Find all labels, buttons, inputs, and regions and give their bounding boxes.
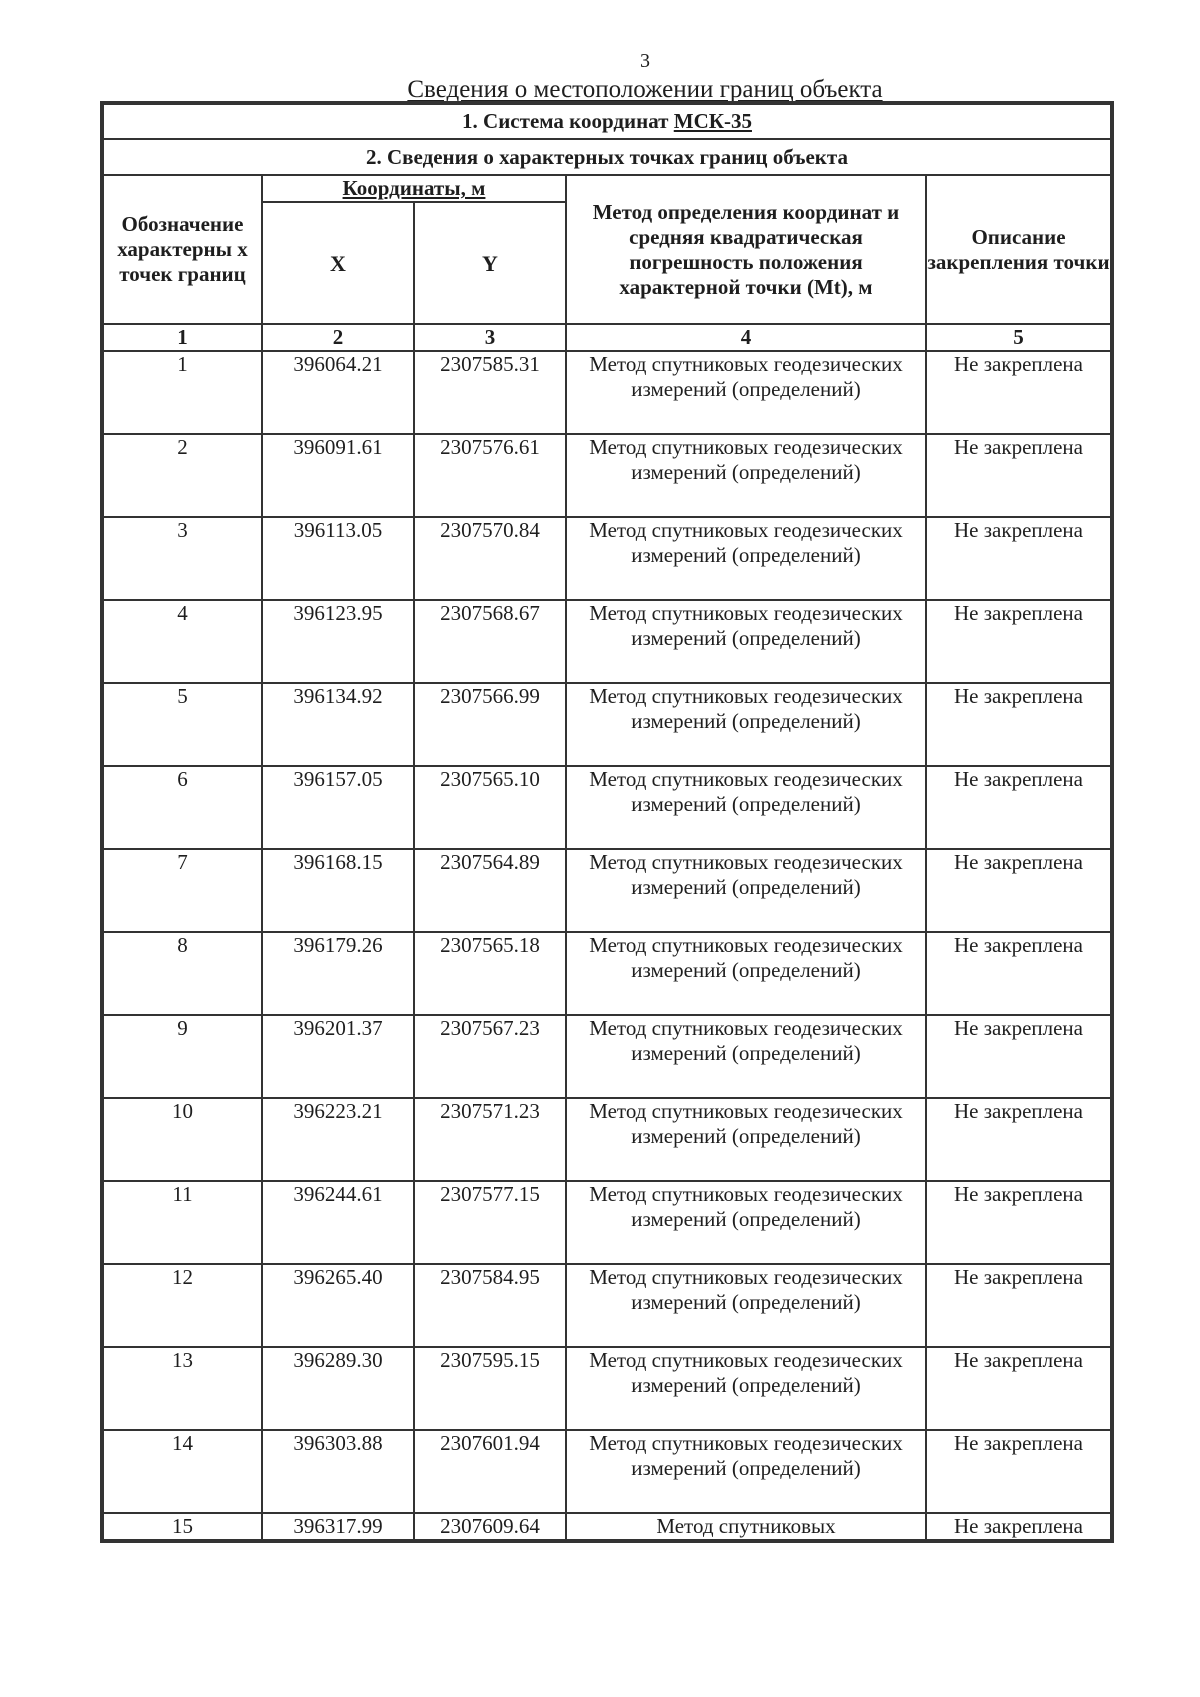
- section-coordinate-system-row: [102, 103, 1112, 139]
- coordinate-system-prefix: 1. Система координат: [462, 109, 674, 133]
- point-number: 9: [102, 1015, 262, 1098]
- method-cell: Метод спутниковых геодезических измерений (определений): [566, 1015, 926, 1098]
- coord-x: 396123.95: [262, 600, 414, 683]
- point-number: 13: [102, 1347, 262, 1430]
- point-number: 1: [102, 351, 262, 434]
- description-cell: Не закреплена: [926, 1264, 1112, 1347]
- column-number: 1: [102, 324, 262, 351]
- header-x: X: [262, 202, 414, 324]
- description-cell: Не закреплена: [926, 1015, 1112, 1098]
- coord-x: 396317.99: [262, 1513, 414, 1541]
- coord-y: 2307566.99: [414, 683, 566, 766]
- table-row: [102, 766, 1112, 849]
- coord-x: 396157.05: [262, 766, 414, 849]
- column-number: 4: [566, 324, 926, 351]
- table-row: [102, 434, 1112, 517]
- table-row: [102, 1015, 1112, 1098]
- method-cell: Метод спутниковых геодезических измерений (определений): [566, 849, 926, 932]
- point-number: 2: [102, 434, 262, 517]
- description-cell: Не закреплена: [926, 517, 1112, 600]
- description-cell: Не закреплена: [926, 351, 1112, 434]
- coord-x: 396168.15: [262, 849, 414, 932]
- header-row-top: [102, 175, 1112, 202]
- coord-y: 2307577.15: [414, 1181, 566, 1264]
- coord-y: 2307595.15: [414, 1347, 566, 1430]
- description-cell: Не закреплена: [926, 1098, 1112, 1181]
- coord-y: 2307609.64: [414, 1513, 566, 1541]
- table-row: [102, 932, 1112, 1015]
- method-cell: Метод спутниковых геодезических измерений (определений): [566, 683, 926, 766]
- description-cell: Не закреплена: [926, 600, 1112, 683]
- method-cell: Метод спутниковых геодезических измерений (определений): [566, 932, 926, 1015]
- method-cell: Метод спутниковых геодезических измерений (определений): [566, 517, 926, 600]
- table-row: [102, 351, 1112, 434]
- point-number: 8: [102, 932, 262, 1015]
- description-cell: Не закреплена: [926, 766, 1112, 849]
- description-cell: Не закреплена: [926, 1347, 1112, 1430]
- column-number-row: [102, 324, 1112, 351]
- method-cell: Метод спутниковых геодезических измерений (определений): [566, 766, 926, 849]
- coord-y: 2307567.23: [414, 1015, 566, 1098]
- table-row: [102, 517, 1112, 600]
- table-row: [102, 1430, 1112, 1513]
- table-row: [102, 1347, 1112, 1430]
- description-cell: Не закреплена: [926, 1430, 1112, 1513]
- point-number: 10: [102, 1098, 262, 1181]
- section-points-row: [102, 139, 1112, 175]
- coord-x: 396179.26: [262, 932, 414, 1015]
- description-cell: Не закреплена: [926, 1181, 1112, 1264]
- table-row: [102, 1513, 1112, 1541]
- coord-x: 396134.92: [262, 683, 414, 766]
- point-number: 14: [102, 1430, 262, 1513]
- method-cell: Метод спутниковых геодезических измерений (определений): [566, 600, 926, 683]
- table-row: [102, 600, 1112, 683]
- table-row: [102, 1098, 1112, 1181]
- coordinate-system-heading: [102, 103, 1112, 139]
- column-number: 2: [262, 324, 414, 351]
- page-number: 3: [640, 50, 650, 72]
- coord-x: 396091.61: [262, 434, 414, 517]
- column-number: 3: [414, 324, 566, 351]
- description-cell: Не закреплена: [926, 434, 1112, 517]
- description-cell: Не закреплена: [926, 932, 1112, 1015]
- point-number: 11: [102, 1181, 262, 1264]
- coord-x: 396303.88: [262, 1430, 414, 1513]
- point-number: 4: [102, 600, 262, 683]
- description-cell: Не закреплена: [926, 683, 1112, 766]
- point-number: 3: [102, 517, 262, 600]
- method-cell: Метод спутниковых геодезических измерений (определений): [566, 434, 926, 517]
- point-number: 5: [102, 683, 262, 766]
- coord-y: 2307601.94: [414, 1430, 566, 1513]
- document-title: Сведения о местоположении границ объекта: [407, 76, 883, 103]
- table-row: [102, 849, 1112, 932]
- point-number: 7: [102, 849, 262, 932]
- table-row: [102, 1181, 1112, 1264]
- coord-x: 396244.61: [262, 1181, 414, 1264]
- coordinate-system-name: МСК-35: [673, 109, 752, 133]
- point-number: 12: [102, 1264, 262, 1347]
- header-coordinates: Координаты, м: [262, 175, 566, 202]
- description-cell: Не закреплена: [926, 1513, 1112, 1541]
- coord-y: 2307570.84: [414, 517, 566, 600]
- coord-y: 2307568.67: [414, 600, 566, 683]
- coord-y: 2307584.95: [414, 1264, 566, 1347]
- method-cell: Метод спутниковых геодезических измерений (определений): [566, 1347, 926, 1430]
- method-cell: Метод спутниковых геодезических измерений (определений): [566, 351, 926, 434]
- method-cell: Метод спутниковых геодезических измерений (определений): [566, 1098, 926, 1181]
- coord-y: 2307564.89: [414, 849, 566, 932]
- points-section-heading: 2. Сведения о характерных точках границ объекта: [102, 139, 1112, 175]
- method-cell: Метод спутниковых геодезических измерений (определений): [566, 1264, 926, 1347]
- point-number: 6: [102, 766, 262, 849]
- coord-y: 2307565.10: [414, 766, 566, 849]
- header-y: Y: [414, 202, 566, 324]
- coord-x: 396289.30: [262, 1347, 414, 1430]
- method-cell: Метод спутниковых геодезических измерений (определений): [566, 1430, 926, 1513]
- method-cell: Метод спутниковых: [566, 1513, 926, 1541]
- coord-y: 2307571.23: [414, 1098, 566, 1181]
- coord-x: 396113.05: [262, 517, 414, 600]
- header-method: Метод определения координат и средняя квадратическая погрешность положения характерной точки (Mt), м: [566, 175, 926, 324]
- table-row: [102, 683, 1112, 766]
- boundary-points-table: [100, 101, 1114, 1543]
- coord-y: 2307565.18: [414, 932, 566, 1015]
- point-number: 15: [102, 1513, 262, 1541]
- coord-x: 396064.21: [262, 351, 414, 434]
- coord-x: 396201.37: [262, 1015, 414, 1098]
- coord-y: 2307585.31: [414, 351, 566, 434]
- table-row: [102, 1264, 1112, 1347]
- method-cell: Метод спутниковых геодезических измерений (определений): [566, 1181, 926, 1264]
- coord-x: 396223.21: [262, 1098, 414, 1181]
- column-number: 5: [926, 324, 1112, 351]
- header-description: Описание закрепления точки: [926, 175, 1112, 324]
- header-designation: Обозначение характерны х точек границ: [102, 175, 262, 324]
- coord-x: 396265.40: [262, 1264, 414, 1347]
- description-cell: Не закреплена: [926, 849, 1112, 932]
- coord-y: 2307576.61: [414, 434, 566, 517]
